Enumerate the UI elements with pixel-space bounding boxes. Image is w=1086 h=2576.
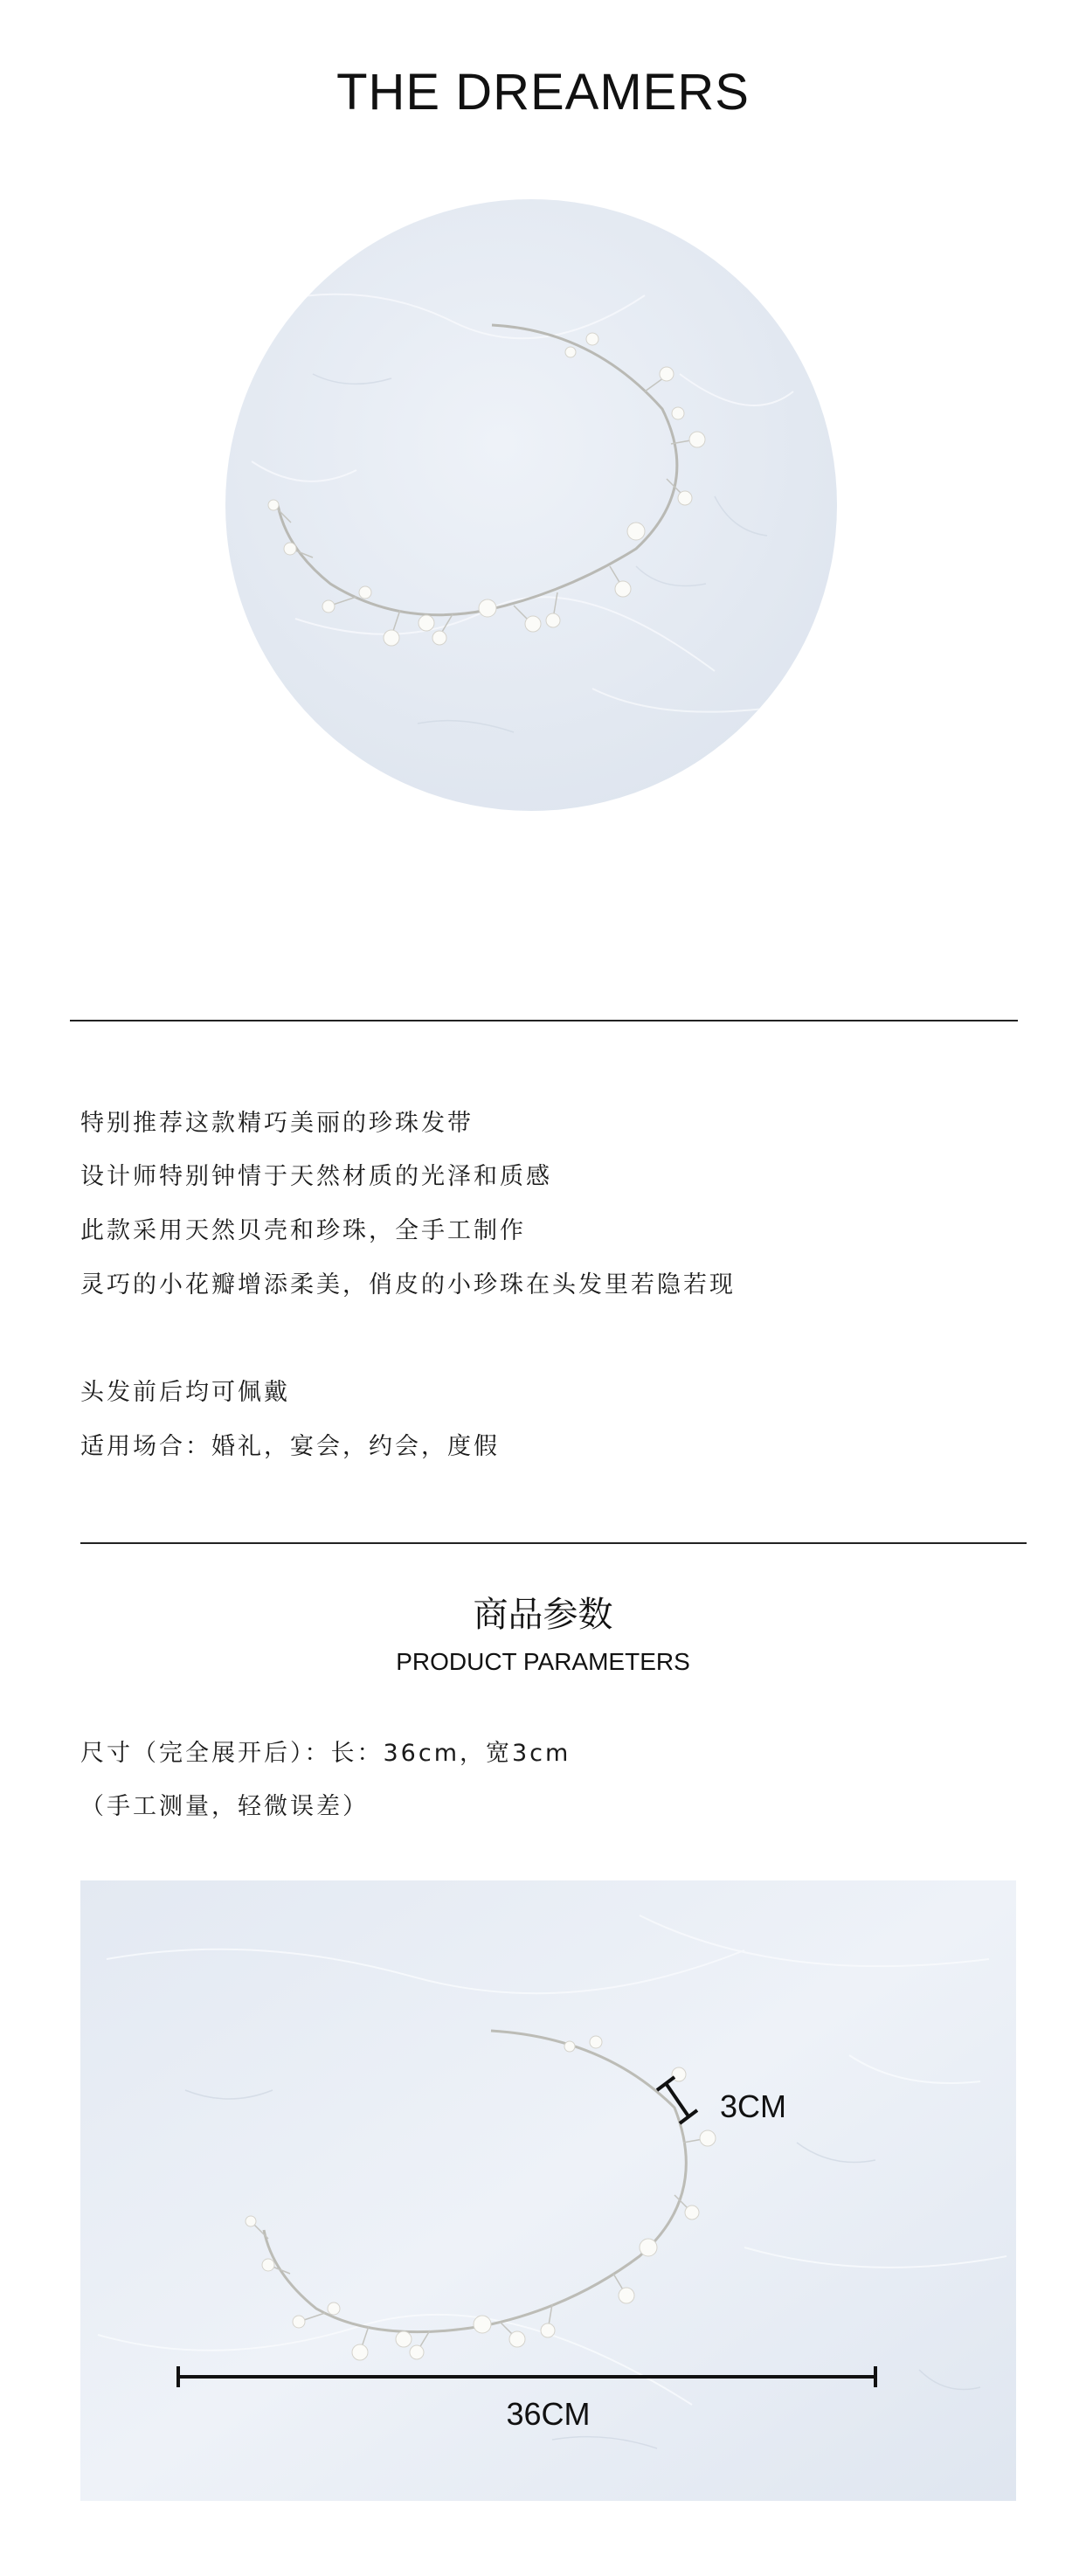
size-spec: 尺寸（完全展开后）：长：36cm，宽3cm <box>80 1740 571 1767</box>
description-line: 灵巧的小花瓣增添柔美，俏皮的小珍珠在头发里若隐若现 <box>80 1271 736 1298</box>
section-title: 商品参数 <box>473 1595 613 1635</box>
brand-title: THE DREAMERS <box>336 64 750 121</box>
divider <box>80 1542 1027 1544</box>
description-line: 此款采用天然贝壳和珍珠，全手工制作 <box>80 1217 526 1244</box>
measurement-note: （手工测量，轻微误差） <box>80 1793 369 1820</box>
description-line: 特别推荐这款精巧美丽的珍珠发带 <box>80 1110 474 1137</box>
divider <box>70 1020 1018 1021</box>
dimension-photo <box>80 1880 1016 2501</box>
hero-product-image <box>225 199 837 811</box>
description-line: 头发前后均可佩戴 <box>80 1379 290 1406</box>
length-label: 36CM <box>506 2396 591 2432</box>
description-line: 设计师特别钟情于天然材质的光泽和质感 <box>80 1163 552 1190</box>
section-subtitle: PRODUCT PARAMETERS <box>396 1648 690 1675</box>
width-label: 3CM <box>720 2088 787 2124</box>
hair-vine-photo <box>225 199 837 811</box>
description-line: 适用场合：婚礼，宴会，约会，度假 <box>80 1433 500 1460</box>
